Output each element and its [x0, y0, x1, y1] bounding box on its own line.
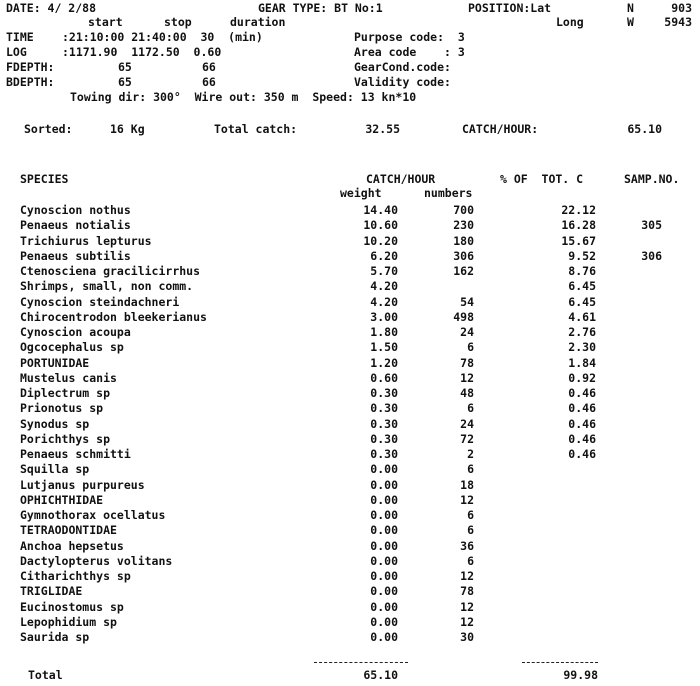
- catch-hour-header: CATCH/HOUR: [366, 172, 436, 186]
- species-name: Dactylopterus volitans: [20, 554, 173, 568]
- numbers-value: 54: [460, 295, 474, 309]
- pct-value: 0.46: [568, 447, 596, 461]
- numbers-value: 78: [460, 356, 474, 370]
- numbers-value: 6: [467, 554, 474, 568]
- catch-hour-value: 65.10: [627, 122, 662, 136]
- col-duration-label: duration: [230, 15, 286, 29]
- weight-value: 10.60: [363, 218, 398, 232]
- validity-code: Validity code:: [354, 75, 451, 89]
- total-catch-label: Total catch:: [214, 122, 298, 136]
- col-start-label: start: [88, 15, 123, 29]
- weight-value: 4.20: [370, 279, 398, 293]
- weight-value: 0.30: [370, 417, 398, 431]
- samp-no-header: SAMP.NO.: [624, 172, 680, 186]
- weight-value: 0.60: [370, 371, 398, 385]
- pct-value: 22.12: [561, 203, 596, 217]
- species-name: Cynoscion acoupa: [20, 325, 131, 339]
- weight-value: 0.30: [370, 386, 398, 400]
- numbers-value: 24: [460, 417, 474, 431]
- species-name: Porichthys sp: [20, 432, 111, 446]
- species-name: Prionotus sp: [20, 401, 104, 415]
- numbers-value: 306: [453, 249, 474, 263]
- species-name: TETRAODONTIDAE: [20, 523, 117, 537]
- log-values: :1171.90 1172.50 0.60: [62, 45, 222, 59]
- species-name: Saurida sp: [20, 630, 90, 644]
- weight-value: 0.00: [370, 523, 398, 537]
- numbers-value: 162: [453, 264, 474, 278]
- pct-value: 8.76: [568, 264, 596, 278]
- pct-total-rule: [522, 662, 598, 663]
- catch-hour-label: CATCH/HOUR:: [462, 122, 539, 136]
- bdepth-start: 65: [118, 75, 132, 89]
- species-name: Ogcocephalus sp: [20, 340, 124, 354]
- numbers-subheader: numbers: [424, 186, 473, 200]
- species-name: OPHICHTHIDAE: [20, 493, 104, 507]
- weight-value: 0.30: [370, 432, 398, 446]
- numbers-value: 180: [453, 234, 474, 248]
- weight-value: 0.00: [370, 584, 398, 598]
- pct-value: 4.61: [568, 310, 596, 324]
- numbers-value: 72: [460, 432, 474, 446]
- weight-value: 3.00: [370, 310, 398, 324]
- total-catch-value: 32.55: [365, 122, 400, 136]
- sorted-label: Sorted:: [24, 122, 73, 136]
- numbers-value: 18: [460, 478, 474, 492]
- numbers-value: 36: [460, 539, 474, 553]
- area-code: Area code : 3: [354, 45, 465, 59]
- pct-value: 0.46: [568, 401, 596, 415]
- numbers-value: 24: [460, 325, 474, 339]
- species-name: Shrimps, small, non comm.: [20, 279, 194, 293]
- weight-value: 10.20: [363, 234, 398, 248]
- species-name: Penaeus schmitti: [20, 447, 131, 461]
- species-name: Chirocentrodon bleekerianus: [20, 310, 207, 324]
- weight-value: 0.00: [370, 462, 398, 476]
- lat-value: 903: [671, 1, 692, 15]
- species-name: Gymnothorax ocellatus: [20, 508, 166, 522]
- species-name: Cynoscion nothus: [20, 203, 131, 217]
- species-name: Synodus sp: [20, 417, 90, 431]
- samp-value: 305: [641, 218, 662, 232]
- position-label: POSITION:Lat: [468, 1, 552, 15]
- species-name: Squilla sp: [20, 462, 90, 476]
- samp-value: 306: [641, 249, 662, 263]
- weight-value: 0.00: [370, 630, 398, 644]
- bdepth-stop: 66: [202, 75, 216, 89]
- total-pct: 99.98: [563, 668, 598, 682]
- species-name: Mustelus canis: [20, 371, 117, 385]
- pct-value: 1.84: [568, 356, 596, 370]
- pct-value: 15.67: [561, 234, 596, 248]
- weight-value: 0.00: [370, 493, 398, 507]
- species-name: Trichiurus lepturus: [20, 234, 152, 248]
- gear-type-text: GEAR TYPE: BT No:1: [258, 1, 383, 15]
- fdepth-start: 65: [118, 60, 132, 74]
- species-name: Ctenosciena gracilicirrhus: [20, 264, 201, 278]
- pct-value: 2.76: [568, 325, 596, 339]
- col-stop-label: stop: [164, 15, 192, 29]
- fdepth-stop: 66: [202, 60, 216, 74]
- pct-value: 0.46: [568, 417, 596, 431]
- weight-value: 0.00: [370, 569, 398, 583]
- numbers-value: 30: [460, 630, 474, 644]
- numbers-value: 6: [467, 508, 474, 522]
- weight-value: 0.00: [370, 508, 398, 522]
- numbers-value: 12: [460, 569, 474, 583]
- time-values: :21:10:00 21:40:00 30 (min): [62, 30, 263, 44]
- species-name: Penaeus notialis: [20, 218, 131, 232]
- numbers-value: 6: [467, 462, 474, 476]
- total-label: Total: [28, 668, 63, 682]
- numbers-value: 78: [460, 584, 474, 598]
- weight-value: 1.20: [370, 356, 398, 370]
- numbers-value: 2: [467, 447, 474, 461]
- towing-info: Towing dir: 300° Wire out: 350 m Speed: 13 kn*10: [70, 90, 417, 104]
- species-name: Anchoa hepsetus: [20, 539, 124, 553]
- numbers-value: 48: [460, 386, 474, 400]
- numbers-value: 12: [460, 371, 474, 385]
- pct-total-header: % OF TOT. C: [500, 172, 584, 186]
- weight-value: 1.50: [370, 340, 398, 354]
- pct-value: 0.92: [568, 371, 596, 385]
- fdepth-label: FDEPTH:: [6, 60, 55, 74]
- long-dir: W: [627, 15, 634, 29]
- total-weight: 65.10: [363, 668, 398, 682]
- weight-value: 0.00: [370, 615, 398, 629]
- long-value: 5943: [664, 15, 692, 29]
- weight-value: 5.70: [370, 264, 398, 278]
- species-name: Diplectrum sp: [20, 386, 111, 400]
- lat-dir: N: [627, 1, 634, 15]
- weight-total-rule: [314, 662, 408, 663]
- gearcond-code: GearCond.code:: [354, 60, 451, 74]
- numbers-value: 12: [460, 615, 474, 629]
- species-header: SPECIES: [20, 172, 69, 186]
- sorted-value: 16 Kg: [110, 122, 145, 136]
- pct-value: 16.28: [561, 218, 596, 232]
- pct-value: 0.46: [568, 432, 596, 446]
- species-name: Citharichthys sp: [20, 569, 131, 583]
- pct-value: 2.30: [568, 340, 596, 354]
- pct-value: 0.46: [568, 386, 596, 400]
- numbers-value: 498: [453, 310, 474, 324]
- weight-value: 14.40: [363, 203, 398, 217]
- numbers-value: 700: [453, 203, 474, 217]
- weight-value: 4.20: [370, 295, 398, 309]
- weight-value: 1.80: [370, 325, 398, 339]
- purpose-code: Purpose code: 3: [354, 30, 465, 44]
- species-name: Eucinostomus sp: [20, 600, 124, 614]
- long-label: Long: [556, 15, 584, 29]
- log-label: LOG: [6, 45, 27, 59]
- species-name: Lepophidium sp: [20, 615, 117, 629]
- species-name: Lutjanus purpureus: [20, 478, 145, 492]
- species-name: Cynoscion steindachneri: [20, 295, 180, 309]
- weight-value: 0.00: [370, 600, 398, 614]
- weight-value: 0.00: [370, 554, 398, 568]
- time-label: TIME: [6, 30, 34, 44]
- bdepth-label: BDEPTH:: [6, 75, 55, 89]
- weight-value: 0.00: [370, 478, 398, 492]
- species-name: PORTUNIDAE: [20, 356, 90, 370]
- numbers-value: 6: [467, 401, 474, 415]
- pct-value: 9.52: [568, 249, 596, 263]
- date-text: DATE: 4/ 2/88: [6, 1, 97, 15]
- numbers-value: 12: [460, 600, 474, 614]
- weight-value: 0.30: [370, 401, 398, 415]
- species-name: TRIGLIDAE: [20, 584, 83, 598]
- pct-value: 6.45: [568, 279, 596, 293]
- weight-subheader: weight: [340, 186, 382, 200]
- weight-value: 6.20: [370, 249, 398, 263]
- numbers-value: 230: [453, 218, 474, 232]
- pct-value: 6.45: [568, 295, 596, 309]
- numbers-value: 6: [467, 523, 474, 537]
- weight-value: 0.00: [370, 539, 398, 553]
- numbers-value: 6: [467, 340, 474, 354]
- weight-value: 0.30: [370, 447, 398, 461]
- numbers-value: 12: [460, 493, 474, 507]
- species-name: Penaeus subtilis: [20, 249, 131, 263]
